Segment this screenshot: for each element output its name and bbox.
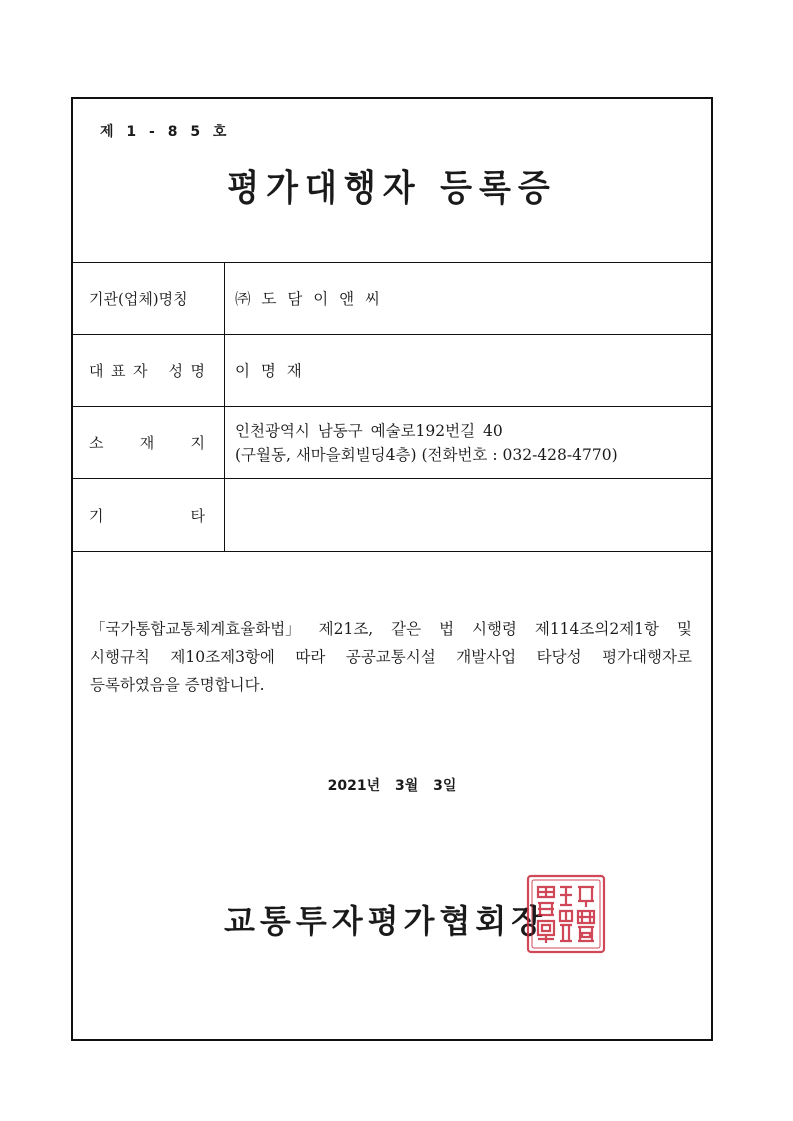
table-row-etc [71,479,713,551]
official-seal-icon [525,873,607,955]
label-etc: 기 타 [71,479,225,551]
value-representative: 이 명 재 [235,361,305,380]
statement-word: 시행령 [471,620,517,638]
certificate-title: 평가대행자 등록증 [227,166,557,209]
statement-word: 제10조제3항에 [170,648,275,666]
statement-word: 제21조, [318,620,374,638]
statement-word: 「국가통합교통체계효율화법」 [90,620,301,638]
statement-word: 개발사업 [456,648,517,666]
address-line-1: 인천광역시 남동구 예술로192번길 40 [235,421,503,440]
statement-line-2 [90,643,692,671]
table-row-representative [71,335,713,407]
table-row-location [71,407,713,479]
statement-word: 시행규칙 [90,648,150,666]
value-organization-name: ㈜ 도 담 이 앤 씨 [235,289,384,308]
label-organization-name: 기관(업체)명칭 [71,263,225,334]
label-representative: 대 표 자 성 명 [71,335,225,406]
address-line-2: (구월동, 새마을회빌딩4층) (전화번호 : 032-428-4770) [235,445,618,464]
table-row-organization [71,263,713,335]
label-location: 소 재 지 [71,407,225,478]
statement-word: 법 [439,620,455,638]
statement-word: 공공교통시설 [345,648,436,666]
statement-word: 평가대행자로 [602,648,692,666]
statement-line-1 [90,615,692,643]
statement-word: 및 [676,620,692,638]
certificate-statement [90,615,692,699]
statement-word: 제114조의2제1항 [534,620,660,638]
registration-table [71,262,713,552]
statement-line-3: 등록하였음을 증명합니다. [90,676,265,694]
issue-date: 2021년 3월 3일 [327,778,457,794]
statement-word: 따라 [295,648,326,666]
value-etc [225,479,713,551]
statement-word: 타당성 [536,648,582,666]
value-location [225,407,713,478]
statement-word: 같은 [391,620,422,638]
certificate-number: 제 1 - 8 5 호 [100,124,231,140]
issuer-name: 교통투자평가협회장 [224,902,548,940]
